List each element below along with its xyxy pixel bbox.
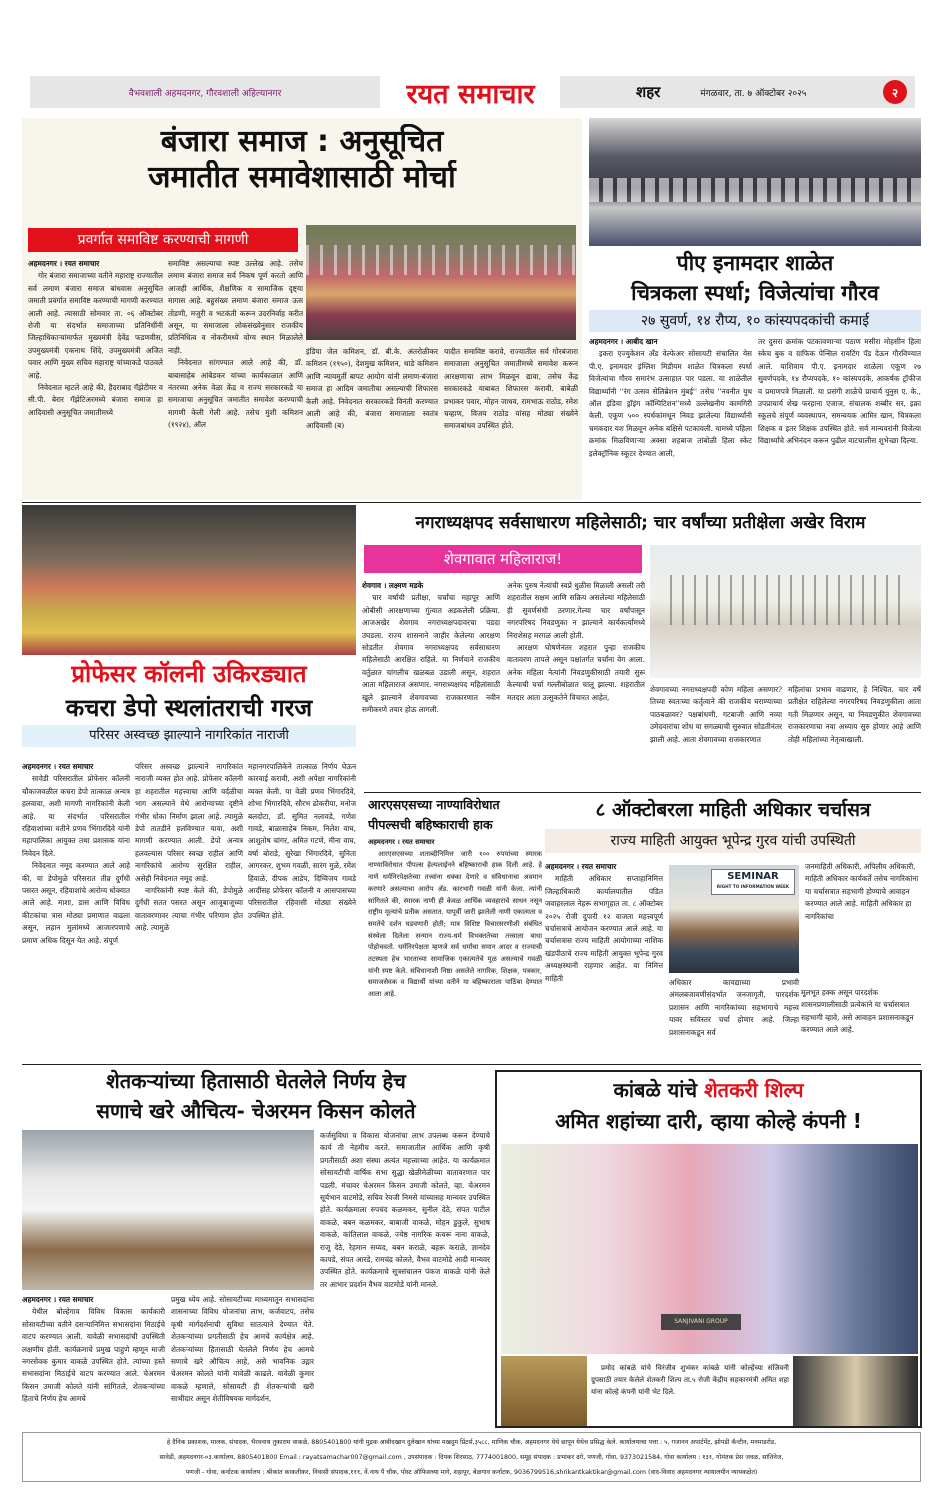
paragraph: आरक्षण घोषणेनंतर शहरात पुन्हा राजकीय वातावरण तापले असून पक्षांतर्गत चर्चांना वेग आला. अनेक महिला नेत्यांनी निवडणुकीसाठी तयारी सुरू केल्याची चर्चा गल्लीबोळात चालू झाल्या. शहरातील मतदार आता उत्सुकतेने विचारत आहेत, bbox=[507, 643, 645, 702]
paragraph: अधिकार कायद्याच्या प्रभावी अंमलबजावणीसंदर्भात जनजागृती, पारदर्शक प्रशासन आणि नागरिकांच्या सहभागाचे महत्त्व यावर सविस्तर चर्चा होणार आहे. जिल्हा प्रशासनाकडून सर्व bbox=[669, 978, 799, 1037]
story-column bbox=[669, 977, 799, 1059]
paragraph: सावेडी परिसरातील प्रोफेसर कॉलनी चौकाजवळील कचरा डेपो तात्काळ अन्यत्र हलवावा, अशी मागणी नागरिकांनी केली आहे. या संदर्भात परिसरातील रहिवाशांच्या वतीने प्रणव भिंगारदिवे यांनी महापालिका आयुक्त तथा प्रशासक यांना निवेदन दिले. bbox=[22, 774, 130, 858]
seminar-illustration bbox=[669, 865, 799, 973]
divider bbox=[364, 792, 921, 793]
headline-line2: पीपल्सची बहिष्काराची हाक bbox=[368, 817, 493, 832]
headline-line2: चित्रकला स्पर्धा; विजेत्यांचा गौरव bbox=[631, 281, 879, 305]
paragraph: यादीत समाविष्ट करावे, राज्यातील सर्व गोरबंजारा समाजाला अनुसूचित जमातीमध्ये समावेश करून आरक्षणाचा लाभ मिळवून द्यावा, तसेच केंद्र सरकारकडे याबाबत शिफारस करावी. बाबेळी प्रभाकर पवार, मोहन जाधव, रामभाऊ राठोड, रमेश चव्हाण, विजय राठोड यांसह मोठ्या संख्येने समाजबांधव उपस्थित होते. bbox=[444, 347, 578, 431]
headline-line2: जमातीत समावेशासाठी मोर्चा bbox=[148, 160, 456, 195]
story-column bbox=[650, 684, 782, 788]
headline-line1 bbox=[497, 1074, 920, 1106]
story-column bbox=[788, 684, 921, 788]
sculpture-right-photo bbox=[793, 1356, 918, 1426]
paragraph: मूलभूत हक्क असून पारदर्शक शासनप्रणालीसाठी प्रत्येकाने या चर्चासत्रात सहभागी व्हावे, असे आवाहन प्रशासनाकडून करण्यात आले आहे. bbox=[801, 988, 914, 1035]
sign-plaque: SANJIVANI GROUP bbox=[661, 1314, 741, 1330]
story-rti-seminar bbox=[545, 795, 921, 1060]
photo-caption bbox=[591, 1362, 789, 1426]
subhead: २७ सुवर्ण, १४ रौप्य, १० कांस्यपदकांची कमाई bbox=[589, 310, 921, 332]
story-column bbox=[22, 761, 130, 1061]
seminar-sign-subtitle: RIGHT TO INFORMATION WEEK bbox=[716, 884, 790, 889]
story-column bbox=[444, 346, 578, 496]
story-column bbox=[320, 1130, 490, 1424]
headline-line2: सणाचे खरे औचित्य- चेअरमन किसन कोलते bbox=[96, 1099, 416, 1123]
paragraph: नागरिकांनी स्पष्ट केले की, डेपोमुळे दुर्गंधी सतत पसरत असून आजूबाजूच्या वातावरणावर त्याचा गंभीर परिणाम होत आहे. त्यामुळे bbox=[135, 886, 243, 933]
paragraph: निवेदनात सांगण्यात आले आहे की, डॉ. बाबासाहेब आंबेडकर यांच्या कार्यकाळात आणि नंतरच्या अनेक वेळा केंद्र व राज्य सरकारकडे या समाजाचा अनुसूचित जमातीत समावेश करण्याची मागणी केली गेली आहे. तसेच मुंशी कमिशन (१९२४), ऑल bbox=[168, 358, 303, 430]
imprint-line: पणजी - गोवा, कर्नाटक कार्यालय : श्रीकांत काकतीकर, निवासी संपादक,१११, वें.नाथ पै चौक, पोस्ट ऑफिसच्या मागे, शहापूर, बेळगाव कर्नाटक, 9036799516,shrikantkaktikar@gmail.com (वाद-विवाद अहमदनगर न्यायालयीन न्यायकक्षेत) bbox=[185, 1469, 758, 1476]
paragraph: आरएसएसच्या शताब्दीनिमित्त जारी १०० रुपयांच्या स्मारक नाण्याविरोधात पीपल्स हेल्पलाईनने बहिष्काराची हाक दिली आहे. हे नाणे धर्मनिरपेक्षतेच्या तत्त्वांना धक्का देणारे व संविधानाचा अवमान करणारे असल्याचा आरोप अ‍ॅड. कारभारी गवळी यांनी केला. त्यांनी सांगितले की, स्मारक नाणी ही केवळ आर्थिक व्यवहाराचे साधन नसून राष्ट्रीय मूल्यांचे प्रतीक असतात. यापूर्वी जारी झालेली नाणी एकात्मता व समतेचे दर्शन घडवणारी होती; मात्र विशिष्ट विचारसरणीशी संबंधित संस्थेला दिलेला सन्मान राज्य-धर्म विभक्ततेच्या तत्त्वाला बाधा पोहोचवतो. धर्मनिरपेक्षता म्हणजे सर्व धर्मांचा समान आदर व राज्याची तटस्थता हेच भारताच्या सामाजिक एकात्मतेचे मूळ असल्याचे गवळी यांनी स्पष्ट केले. संविधानाशी निष्ठा असलेले नागरिक, शिक्षक, पत्रकार, समाजसेवक व विद्यार्थी यांच्या वतीने या बहिष्काराला पाठिंबा देण्यात आला आहे. bbox=[368, 849, 542, 999]
amit-shah-photo bbox=[501, 1144, 918, 1354]
paragraph: इंडिया जेल कमिशन, डॉ. बी.के. अंतरोळीकर कमिशन (१९५०), देशमुख कमिशन, थाडे कमिशन आणि न्यायमुर्ती बापट आयोग यांनी लमाण-बंजारा समाज हा आदिम जमातीचा असल्याची शिफारस केली आहे. निवेदनात सरकारकडे विनंती करण्यात आली आहे की, बंजारा समाजाला स्वतंत्र आदिवासी (ब) bbox=[306, 347, 438, 431]
paragraph: महिलांचा प्रभाव वाढणार, हे निश्चित. चार वर्षे प्रतीक्षेत राहिलेल्या नगरपरिषद निवडणुकीला आता गती मिळणार असून, या निवडणुकीत शेवगावच्या राजकारणाचा नवा अध्याय सुरु होणार आहे आणि तोही महिलांच्या नेतृत्वाखाली. bbox=[788, 685, 921, 744]
paragraph: अनेक पुरुष नेत्यांची स्वप्ने धुळीस मिळाली असली तरी शहरातील सक्षम आणि सक्रिय असलेल्या महिलेसाठी ही सुवर्णसंधी ठरणार.गेल्या चार वर्षांपासून नगरपरिषद निवडणुका न झाल्याने कार्यकर्त्यांमध्ये निराशेसह मरगळ आली होती. bbox=[507, 581, 645, 640]
headline-line1: प्रोफेसर कॉलनी उकिरड्यात bbox=[71, 660, 307, 688]
divider bbox=[22, 502, 921, 503]
story3-subhead: शेवगावात महिलाराज! bbox=[364, 545, 642, 573]
sculpture-left-photo bbox=[501, 1356, 587, 1426]
section-bar bbox=[560, 76, 915, 108]
paragraph: शेवगावच्या नगराध्यक्षपदी कोण महिला असणार? तिच्या स्वतःच्या कर्तृत्वाने की राजकीय घराण्याच्या पाठबळावर? पक्षबांधणी, गटबाजी आणि नव्या उमेदवारांचा शोध या सगळ्याची सुरुवात सोडतीनंतर झाली आहे. आता शेवगावच्या राजकारणात bbox=[650, 685, 782, 744]
headline-black-part: कांबळे यांचे bbox=[613, 1078, 698, 1102]
page-number: २ bbox=[883, 80, 907, 104]
paragraph: जनमाहिती अधिकारी, अपिलीय अधिकारी, माहिती अधिकार कार्यकर्ते तसेच नागरिकांना या चर्चासत्रात सहभागी होण्याचे आवाहन करण्यात आले आहे. माहिती अधिकार हा नागरिकांचा bbox=[805, 862, 919, 921]
byline: अहमदनगर । रयत समाचार bbox=[28, 259, 100, 268]
paragraph: येथील बोल्हेगाव विविध विकास कार्यकारी सोसायटीच्या वतीने दसऱ्यानिमित्त सभासदांना मिठाईचे वाटप करण्यात आली. यावेळी सभासदांची उपस्थिती लक्षणीय होती. कार्यक्रमाचे प्रमुख पाहुणे म्हणून माजी नगरसेवक कुमार वाकळे उपस्थित होते. त्यांच्या हस्ते सभासदांना मिठाईचे वाटप करण्यात आले. चेअरमन किसन उमाजी कोलते यांनी सांगितले, शेतकऱ्यांच्या हिताचे निर्णय हेच आमचे bbox=[22, 1307, 165, 1404]
story-column bbox=[801, 987, 921, 1059]
section-name: शहर bbox=[636, 83, 661, 101]
header-tagline: वैभवशाली अहमदनगर, गौरवशाली अहिल्यानगर bbox=[30, 76, 380, 108]
paragraph: माहिती अधिकार सप्ताहानिमित्त जिल्हाधिकारी कार्यालयातील पंडित जवाहरलाल नेहरू सभागृहात ता. ८ ऑक्टोबर २०२५ रोजी दुपारी १२ वाजता महत्त्वपूर्ण चर्चासत्राचे आयोजन करण्यात आले आहे. या चर्चासत्रास राज्य माहिती आयोगाच्या नाशिक खंडपीठाचे राज्य माहिती आयुक्त भूपेन्द्र गुरव अध्यक्षस्थानी राहणार आहेत. या निमित्त माहिती bbox=[545, 874, 663, 983]
women-group-photo bbox=[22, 505, 356, 655]
felicitation-photo bbox=[22, 1130, 314, 1290]
story-painting-competition bbox=[589, 246, 921, 502]
headline-line1: बंजारा समाज : अनुसूचित bbox=[160, 124, 444, 159]
rally-photo bbox=[306, 225, 576, 340]
byline: अहमदनगर । रयत समाचार bbox=[545, 862, 617, 871]
story-column bbox=[805, 861, 921, 985]
paragraph: समाविष्ट असल्याचा स्पष्ट उल्लेख आहे. तसेच लमाण बंजारा समाज सर्व निकष पूर्ण करतो आणि आजही आर्थिक, शैक्षणिक व सामाजिक दृष्ट्या मागास आहे. बहुसंख्य लमाण बंजारा समाज ऊस तोडणी, मजुरी व भटकंती करून उदरनिर्वाह करीत असून, या समाजाला लोकसंख्येनुसार राजकीय प्रतिनिधित्व व नोकरीमध्ये योग्य स्थान मिळालेले नाही. bbox=[168, 259, 303, 355]
story-column bbox=[248, 761, 356, 1061]
headline-line2: अमित शहांच्या दारी, व्हाया कोल्हे कंपनी ! bbox=[555, 1109, 862, 1133]
subhead: राज्य माहिती आयुक्त भूपेन्द्र गुरव यांची उपस्थिती bbox=[545, 829, 921, 853]
headline-line1: शेतकऱ्यांच्या हितासाठी घेतलेले निर्णय हेच bbox=[106, 1069, 406, 1093]
paragraph: निवेदनात म्हटले आहे की, हैदराबाद गॅझेटीयर व सी.पी. बेरार गॅझेटिअरमध्ये बंजारा समाज हा आदिवासी अनुसूचित जमातीमध्ये bbox=[28, 383, 163, 417]
divider bbox=[22, 1064, 921, 1065]
story-banjara bbox=[22, 118, 582, 500]
story-column bbox=[507, 580, 645, 790]
byline: अहमदनगर । रयत समाचार bbox=[22, 1295, 94, 1304]
headline-line1: पीए इनामदार शाळेत bbox=[676, 251, 834, 275]
story-column bbox=[28, 258, 163, 498]
byline: शेवगाव । लक्ष्मण मडके bbox=[362, 581, 424, 590]
seminar-sign-title: SEMINAR bbox=[727, 871, 779, 882]
story-column bbox=[22, 1294, 165, 1424]
paragraph: महानगरपालिकेने तात्काळ निर्णय घेऊन कारवाई करावी, अशी अपेक्षा नागरिकांनी व्यक्त केली. या वेळी प्रणव भिंगारदिवे, शोभा भिंगारदिवे, सौरभ ढोकरीया, मनोज बलदोटा, डॉ. सुमित नलावडे, गणेश गावडे, बाळासाहेब निकम, निलेश वाघ, आशुतोष चांगर, अमित गटणे, मीना वाघ, वर्षा बोराडे, सुरेखा भिंगारदिवे, सुनिता आगरकर, शुभम गवळी, सारंग मुळे, रमेश हिवाळे, दीपक आडेप, दिग्विजय गावडे आदींसह प्रोफेसर कॉलनी व आसपासच्या परिसरातील रहिवासी मोठ्या संख्येने उपस्थित होते. bbox=[248, 762, 356, 920]
headline-line2: कचरा डेपो स्थलांतराची गरज bbox=[65, 694, 313, 722]
story-kisan-kolte bbox=[22, 1066, 490, 1424]
subhead: प्रवर्गात समाविष्ट करण्याची मागणी bbox=[28, 228, 298, 252]
paragraph: निवेदनात नमूद करण्यात आले आहे की, या डेपोमुळे परिसरात तीव्र दुर्गंधी पसरत असून, रहिवाशांचे आरोग्य धोक्यात आले आहे. माशा, डास आणि विविध कीटकांचा त्रास मोठ्या प्रमाणात वाढला असून, लहान मुलांमध्ये आजारपणाचे प्रमाण अधिक दिसून येत आहे. संपूर्ण bbox=[22, 861, 130, 945]
byline: अहमदनगर । रयत समाचार bbox=[368, 838, 435, 846]
masthead-logo: रयत समाचार bbox=[406, 78, 535, 110]
story-column bbox=[362, 580, 500, 790]
paragraph: चार वर्षांची प्रतीक्षा, चर्चांचा महापूर आणि ओबीसी आरक्षणाच्या गुंत्यात अडकलेली प्रक्रिया. आजअखेर शेवगाव नगराध्यक्षपदावरचा पडदा उघडला. राज्य शासनाने जाहीर केलेल्या आरक्षण सोडतीत शेवगाव नगराध्यक्षपद सर्वसाधारण महिलेसाठी आरक्षित राहिले. या निर्णयाने राजकीय वर्तुळात चांगलीच खळबळ उडाली असून, शहरात आता महिलाराज असणार. नगराध्यक्षपद महिलांसाठी खुले झाल्याने शेवगावच्या राजकारणात नवीन समीकरणे तयार होऊ लागली. bbox=[362, 593, 500, 715]
paragraph: कर्जसुविधा व विकास योजनांचा लाभ उपलब्ध करून देण्याचे कार्य ती नेहमीच करते. समाजातील आर्थिक आणि कृषी प्रगतीसाठी अशा संस्था अत्यंत महत्त्वाच्या आहेत. या कार्यक्रमात सोसायटीची वार्षिक सभा सुद्धा खेळीमेळीच्या वातावरणात पार पडली. मंचावर चेअरमन किसन उमाजी कोलते, व्हा. चेअरमन सूर्यभान वाटमोडे, सचिव रेवजी निमसे यांच्यासह मान्यवर उपस्थित होते. कार्यक्रमाला रुपचंद कळमकर, सुनील देठे, संपत पाटील वाकळे, बबन कळमकर, बाबाजी वाकळे, मोहन डुकुले, सुभाष वाकळे, कांतिलाल वाकळे, ज्येष्ठ नागरिक कचरू नाना वाकळे, राजू देठे, रेहमान सय्यद, बबन कराळे, बहरू कराळे, ज्ञानदेव कापडे, संपत आरडे, रामचंद्र कोलते, वैभव वाटमोडे आदी मान्यवर उपस्थित होते. कार्यक्रमाचे सूत्रसंचालन पंकज वाकळे यांनी केले तर आभार प्रदर्शन वैभव वाटमोडे यांनी मानले. bbox=[320, 1131, 490, 1289]
imprint-footer bbox=[22, 1432, 921, 1482]
story-column bbox=[368, 837, 542, 1059]
byline: अहमदनगर । आबीद खान bbox=[589, 337, 658, 346]
imprint-line: हे दैनिक प्रकाशक, मालक, संपादक, भैरवनाथ तुकाराम वाकळे, 8805401800 यांनी मुद्रक आबीदखान दुलेखान यांच्या मखदुम प्रिंटर्स,३५८८, माणिक चौक, अहमदनगर येथे छापून येथेच प्रसिद्ध केले. कार्यालयाचा पत्ता : ५, गजानन अपार्टमेंट, झोपडी कॅन्टीन, मनमाडरोड, bbox=[166, 1439, 777, 1446]
issue-date: मंगळवार, ता. ७ ऑक्टोबर २०२५ bbox=[700, 88, 807, 99]
story3-headline: नगराध्यक्षपद सर्वसाधारण महिलेसाठी; चार वर्षांच्या प्रतीक्षेला अखेर विराम bbox=[415, 513, 866, 533]
story-column bbox=[758, 336, 921, 501]
municipal-building-photo bbox=[650, 545, 921, 678]
story-column bbox=[306, 346, 438, 496]
story-column bbox=[168, 258, 303, 498]
caption-text: प्रमोद कांबळे यांचे चिरंजीव शुभंकर कांबळे यांनी कोल्हेंच्या संजिवनी ग्रुपसाठी तयार केलेले शेतकरी शिल्प ता.५ रोजी केंद्रीय सहकारमंत्री अमित शहा यांना कोल्हे कंपनी यांनी भेट दिले. bbox=[591, 1364, 789, 1396]
story-professor-colony bbox=[22, 657, 356, 1062]
story-column bbox=[545, 861, 663, 1059]
story-column bbox=[589, 336, 752, 501]
story-column bbox=[135, 761, 243, 1061]
headline-red-part: शेतकरी शिल्प bbox=[704, 1078, 804, 1102]
school-group-photo bbox=[589, 118, 921, 246]
paragraph: गोर बंजारा समाजाच्या वतीने महाराष्ट्र राज्यातील सर्व लमाण बंजारा समाज बांधवास अनुसूचित जमाती प्रवर्गात समाविष्ट करण्याची मागणी करण्यात आली आहे. त्यासाठी सोमवार ता. ०६ ऑक्टोबर रोजी या संदर्भात समाजाच्या प्रतिनिधींनी जिल्हाधिकाऱ्यांमार्फत मुख्यमंत्री देवेंद्र फडणवीस, उपमुख्यमंत्री एकनाथ शिंदे, उपमुख्यमंत्री अजित पवार आणि मुख्य सचिव महाराष्ट्र यांच्याकडे पाठवले आहे. bbox=[28, 271, 163, 380]
subhead: परिसर अस्वच्छ झाल्याने नागरिकांत नाराजी bbox=[22, 725, 356, 747]
paragraph: प्रमुख ध्येय आहे. सोसायटीच्या माध्यमातून सभासदांना शासनाच्या विविध योजनांचा लाभ, कर्जवाटप, तसेच कृषी मार्गदर्शनाची सुविधा सातत्याने देण्यात येते. शेतकऱ्यांच्या प्रगतीसाठी हेच आमचे कार्यक्षेत्र आहे. शेतकऱ्यांच्या हितासाठी घेतलेले निर्णय हेच आमचे सणाचे खरे औचित्य आहे, असे भावनिक उद्गार चेअरमन कोलते यांनी यावेळी काढले. यावेळी कुमार वाकळे म्हणाले, सोसायटी ही शेतकऱ्यांची खरी साथीदार असून शेतीविषयक मार्गदर्शन, bbox=[171, 1295, 314, 1404]
headline-line1: आरएसएसच्या नाण्याविरोधात bbox=[368, 797, 500, 812]
story-farmer-sculpture bbox=[495, 1070, 922, 1428]
story-column bbox=[171, 1294, 314, 1424]
headline: ८ ऑक्टोबरला माहिती अधिकार चर्चासत्र bbox=[595, 799, 871, 821]
paragraph: परिसर अस्वच्छ झाल्याने नागरिकांत नाराजी व्यक्त होत आहे. प्रोफेसर कॉलनी हा शहरातील महत्त्वाचा आणि वर्दळीचा भाग असल्याने येथे आरोग्याच्या दृष्टीने गंभीर धोका निर्माण झाला आहे. त्यामुळे डेपो तातडीने हलविण्यात यावा, अशी मागणी करण्यात आली. डेपो अन्यत्र हलवल्यास परिसर स्वच्छ राहील आणि नागरिकांचे आरोग्य सुरक्षित राहील, असेही निवेदनात नमूद आहे. bbox=[135, 762, 243, 883]
byline: अहमदनगर । रयत समाचार bbox=[22, 762, 94, 771]
paragraph: तर दुसरा क्रमांक पटकावणाऱ्या पठाण मसीरा मोहसीन हिला स्केच बुक व ग्राफिक पेन्सिल रायटिंग पॅड देऊन गौरविण्यात आले. याशिवाय पी.ए. इनामदार शाळेला एकूण २७ सुवर्णपदके, १४ रौप्यपदके, १० कांस्यपदके, आकर्षक ट्रॉफीज व प्रमाणपत्रे मिळाली. या प्रसंगी शाळेचे प्राचार्य युनुस ए. के., उपप्राचार्य शेख फरहाना एजाज, संचालक शब्बीर सर, इक्रा स्कूलचे संपूर्ण व्यवस्थापन, समन्वयक आमिर खान, चित्रकला शिक्षक व इतर शिक्षक उपस्थित होते. सर्व मान्यवरांनी विजेत्या विद्यार्थ्यांचे अभिनंदन करून पुढील वाटचालीस शुभेच्छा दिल्या. bbox=[758, 337, 921, 446]
imprint-line: सावेडी, अहमदनगर-०३.कार्यालय, 8805401800 Email : rayatsamachar007@gmail.com , उपसंपादक : दिपक शिरसाठ, 7774001800, समूह संपादक : प्रभाकर ढगे, पणजी, गोवा, 9373021584, गोवा कार्यालय : १३१, गोमंतक प्रेस जवळ, सांतिनेज, bbox=[159, 1454, 784, 1461]
story-rss-coin bbox=[368, 795, 542, 1060]
paragraph: इकरा एज्युकेशन अँड वेल्फेअर सोसायटी संचालित येस पी.ए. इनामदार इंग्लिश मिडीयम शाळेत चित्रकला स्पर्धा विजेत्यांचा गौरव समारंभ उत्साहात पार पडला. या शाळेतील विद्यार्थ्यांनी ''रंग उत्सव सेलिब्रेशन मुंबई'' तसेच ''नवनीत युथ ऑल इंडिया ड्रॉइंग कॉम्पिटिशन''मध्ये उल्लेखनीय कामगिरी केली. एकूण ५०० स्पर्धकांमधून निवड झालेल्या विद्यार्थ्यांनी चमकदार यश मिळवून अनेक बक्षिसे पटकावली. यामध्ये पहिला क्रमांक मिळविणाऱ्या अक्सा शहबाज तांबोळी हिला स्केट इलेक्ट्रॉनिक स्कूटर देण्यात आली, bbox=[589, 349, 752, 458]
